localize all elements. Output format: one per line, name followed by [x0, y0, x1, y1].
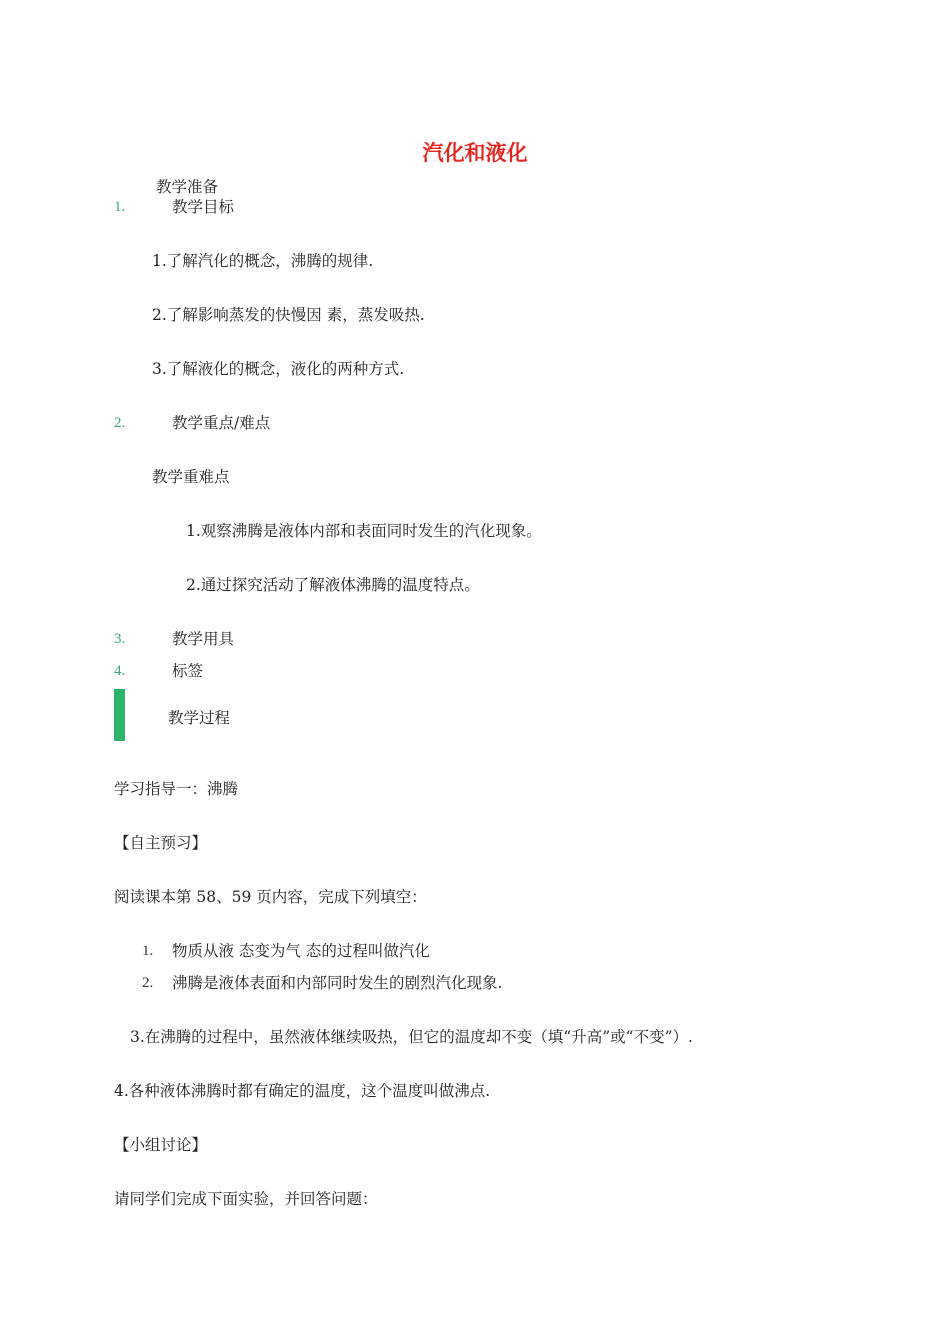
goal-item-2: 2.了解影响蒸发的快慢因 素，蒸发吸热. [152, 306, 425, 324]
fill-item-number-2: 2. [142, 975, 154, 991]
guide-heading: 学习指导一：沸腾 [114, 780, 239, 798]
fill-item-4: 4.各种液体沸腾时都有确定的温度，这个温度叫做沸点. [114, 1082, 491, 1100]
key-point-1: 1.观察沸腾是液体内部和表面同时发生的汽化现象。 [186, 522, 542, 540]
section-number-4: 4. [114, 663, 126, 679]
section-label-goals: 教学目标 [172, 198, 235, 216]
section-label-key-points: 教学重点/难点 [172, 414, 271, 432]
reading-instruction: 阅读课本第 58、59 页内容，完成下列填空： [114, 888, 427, 906]
section-marker-bar [114, 689, 125, 741]
section-number-1: 1. [114, 199, 126, 215]
experiment-instruction: 请同学们完成下面实验，并回答问题： [114, 1190, 378, 1208]
fill-item-number-1: 1. [142, 943, 154, 959]
key-point-2: 2.通过探究活动了解液体沸腾的温度特点。 [186, 576, 480, 594]
fill-item-text-1: 物质从液 态变为气 态的过程叫做汽化 [172, 942, 430, 960]
goal-item-3: 3.了解液化的概念，液化的两种方式. [152, 360, 405, 378]
section-label-tools: 教学用具 [172, 630, 235, 648]
section-label-tags: 标签 [172, 662, 204, 680]
section-number-2: 2. [114, 415, 126, 431]
prep-heading: 教学准备 [156, 178, 219, 196]
fill-item-text-2: 沸腾是液体表面和内部同时发生的剧烈汽化现象. [172, 974, 503, 992]
process-heading: 教学过程 [168, 709, 231, 727]
key-heading: 教学重难点 [152, 468, 230, 486]
self-study-heading: 【自主预习】 [114, 834, 208, 852]
section-number-3: 3. [114, 631, 126, 647]
fill-item-3: 3.在沸腾的过程中，虽然液体继续吸热，但它的温度却不变（填“升高”或“不变”）. [130, 1028, 693, 1046]
document-title: 汽化和液化 [422, 141, 528, 165]
goal-item-1: 1.了解汽化的概念，沸腾的规律. [152, 252, 374, 270]
group-discussion-heading: 【小组讨论】 [114, 1136, 208, 1154]
